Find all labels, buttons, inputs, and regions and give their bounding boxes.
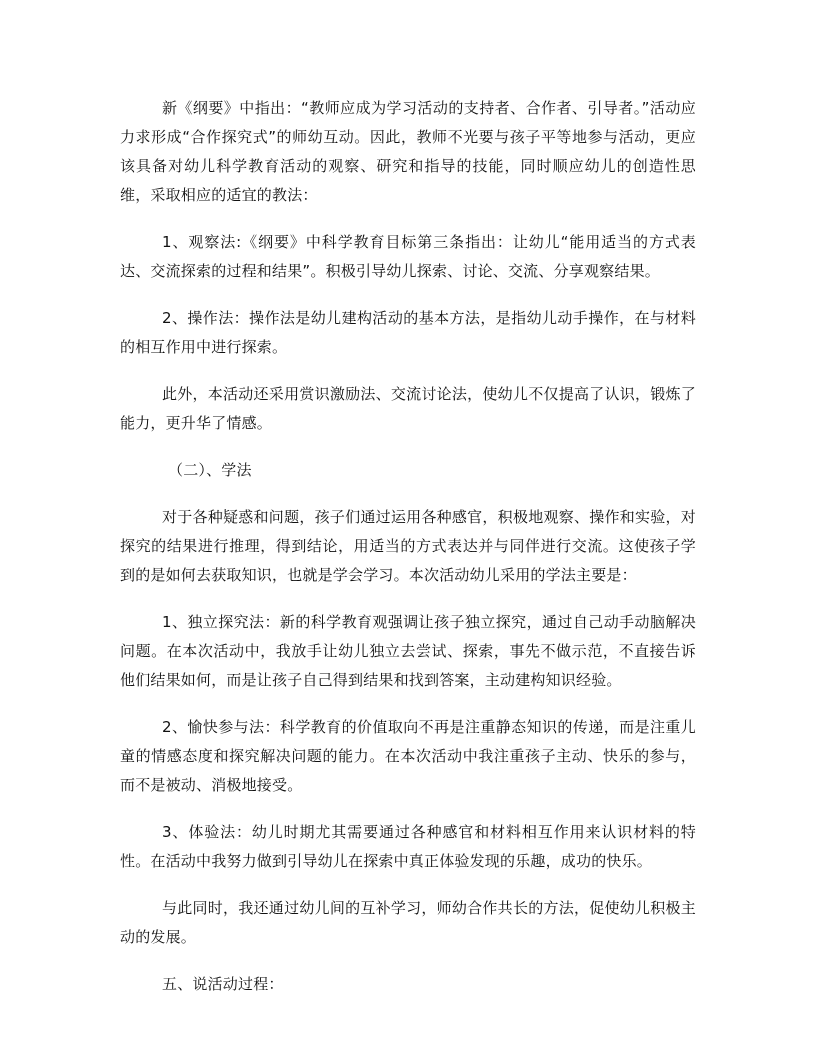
paragraph-happy-participation: 2、愉快参与法：科学教育的价值取向不再是注重静态知识的传递，而是注重儿童的情感态度和探究解决问题的能力。在本次活动中我注重孩子主动、快乐的参与，而不是被动、消极地接受。 bbox=[120, 718, 696, 794]
paragraph-observation-method: 1、观察法:《纲要》中科学教育目标第三条指出：让幼儿“能用适当的方式表达、交流探索的过程和结果”。积极引导幼儿探索、讨论、交流、分享观察结果。 bbox=[120, 233, 696, 280]
document-body bbox=[120, 94, 696, 1017]
section-heading-activity-process: 五、说活动过程： bbox=[162, 975, 284, 993]
section-heading-learning-method: （二）、学法 bbox=[168, 461, 252, 479]
paragraph-learning-method-intro: 对于各种疑惑和问题，孩子们通过运用各种感官，积极地观察、操作和实验，对探究的结果进行推理，得到结论，用适当的方式表达并与同伴进行交流。这使孩子学到的是如何去获取知识，也就是学会学习。本次活动幼儿采用的学法主要是： bbox=[120, 508, 696, 584]
paragraph-experience-method: 3、体验法：幼儿时期尤其需要通过各种感官和材料相互作用来认识材料的特性。在活动中我努力做到引导幼儿在探索中真正体验发现的乐趣，成功的快乐。 bbox=[120, 823, 696, 870]
paragraph-operation-method: 2、操作法：操作法是幼儿建构活动的基本方法，是指幼儿动手操作，在与材料的相互作用中进行探索。 bbox=[120, 309, 696, 356]
paragraph-other-methods: 此外，本活动还采用赏识激励法、交流讨论法，使幼儿不仅提高了认识，锻炼了能力，更升华了情感。 bbox=[120, 385, 696, 432]
paragraph-mutual-learning: 与此同时，我还通过幼儿间的互补学习，师幼合作共长的方法，促使幼儿积极主动的发展。 bbox=[120, 899, 696, 946]
paragraph-independent-exploration: 1、独立探究法：新的科学教育观强调让孩子独立探究，通过自己动手动脑解决问题。在本次活动中，我放手让幼儿独立去尝试、探索，事先不做示范，不直接告诉他们结果如何，而是让孩子自己得到结果和找到答案，主动建构知识经验。 bbox=[120, 613, 696, 689]
paragraph-teaching-method-intro: 新《纲要》中指出：“教师应成为学习活动的支持者、合作者、引导者。”活动应力求形成“合作探究式”的师幼互动。因此，教师不光要与孩子平等地参与活动，更应该具备对幼儿科学教育活动的观察、研究和指导的技能，同时顺应幼儿的创造性思维，采取相应的适宜的教法： bbox=[120, 99, 696, 204]
